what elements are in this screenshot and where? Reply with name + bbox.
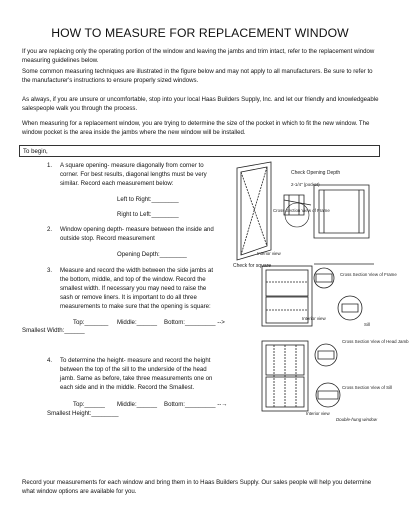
width-bottom-field[interactable]: Bottom:_________ --> <box>164 319 225 326</box>
intro-paragraph-4: When measuring for a replacement window, you are trying to determine the size of the pocket in which to fit the new window. The window pocket is the area inside the jambs where the new window will be installed. <box>22 120 370 136</box>
to-begin-box: To begin, <box>19 145 380 157</box>
step-2-text: Window opening depth- measure between the inside and outside stop. Record measurement <box>60 226 214 242</box>
interior-view-label-2: Interior view <box>302 316 326 321</box>
intro-paragraph-1: If you are replacing only the operating portion of the window and leaving the jambs and trim intact, refer to the replacement window measuring guidelines below. <box>22 48 375 64</box>
smallest-height-field[interactable]: Smallest Height:________ <box>47 410 119 417</box>
step-3-number: 3. <box>47 267 53 274</box>
figure-measure-width <box>256 260 397 335</box>
intro-paragraph-3: As always, if you are unsure or uncomfortable, stop into your local Haas Builders Supply, Inc. and let our friendly and knowledgeable salespeople walk you through the process. <box>22 96 379 112</box>
window-frame-illustration-1 <box>229 160 380 270</box>
cross-section-frame-label-2: Cross Section View of Frame <box>340 272 397 277</box>
step-4-number: 4. <box>47 357 53 364</box>
intro-paragraph-2: Some common measuring techniques are illustrated in the figure below and may not apply to all manufacturers. Be sure to refer to the manufacturer's instructions to ensure properly sized windows. <box>22 68 373 84</box>
cross-section-sill-label: Cross Section View of Sill <box>342 385 392 390</box>
figure-check-square <box>229 160 380 270</box>
figure-measure-height <box>256 335 409 423</box>
step-3-text: Measure and record the width between the side jambs at the bottom, middle, and top of the window. Record the smallest width. If necessary you may need to raise the sash or remove liners. It is important to do all three measurements to make sure that the opening is square: <box>60 267 214 310</box>
page-title: HOW TO MEASURE FOR REPLACEMENT WINDOW <box>51 26 349 40</box>
cross-section-frame-label-1: Cross Section View of Frame <box>273 208 330 213</box>
step-2 <box>47 225 227 245</box>
closing-paragraph: Record your measurements for each window and bring them in to Haas Builders Supply. Our sales people will help you determine what window options are available for you. <box>22 479 372 495</box>
height-bottom-field[interactable]: Bottom:_________ --→ <box>164 401 228 408</box>
step-1-text: A square opening- measure diagonally from corner to corner. For best results, diagonal lengths must be very similar. Record each measurement below: <box>60 162 207 187</box>
check-opening-depth-label: Check Opening Depth <box>291 170 341 176</box>
height-middle-field[interactable]: Middle:______ <box>117 401 157 408</box>
interior-view-label-1: Interior view <box>257 251 281 256</box>
window-frame-illustration-3 <box>256 335 380 423</box>
pocket-depth-label: 2-1/4" (pocket) <box>291 182 320 187</box>
step-1 <box>47 161 227 191</box>
step-1-number: 1. <box>47 162 53 169</box>
double-hung-window-label: Double-hung window <box>336 417 378 422</box>
step-2-number: 2. <box>47 226 53 233</box>
right-to-left-field[interactable]: Right to Left:________ <box>117 211 179 218</box>
smallest-width-field[interactable]: Smallest Width:______ <box>22 327 85 334</box>
cross-section-head-jamb-label: Cross Section View of Head Jamb <box>342 339 409 344</box>
step-3 <box>47 266 227 314</box>
step-4-text: To determine the height- measure and record the height between the top of the sill to the underside of the head jamb. Same as before, take three measurements one on each side and in the middle. Record the Smallest. <box>60 357 213 391</box>
width-top-field[interactable]: Top:_______ <box>73 319 109 326</box>
height-top-field[interactable]: Top:______ <box>73 401 105 408</box>
opening-depth-field[interactable]: Opening Depth:________ <box>117 251 187 258</box>
check-for-square-label: Check for square <box>233 263 272 269</box>
sill-label: Sill <box>364 322 370 327</box>
left-to-right-field[interactable]: Left to Right:________ <box>117 196 179 203</box>
interior-view-label-3: Interior view <box>306 411 330 416</box>
step-4 <box>47 356 227 396</box>
width-middle-field[interactable]: Middle:______ <box>117 319 157 326</box>
